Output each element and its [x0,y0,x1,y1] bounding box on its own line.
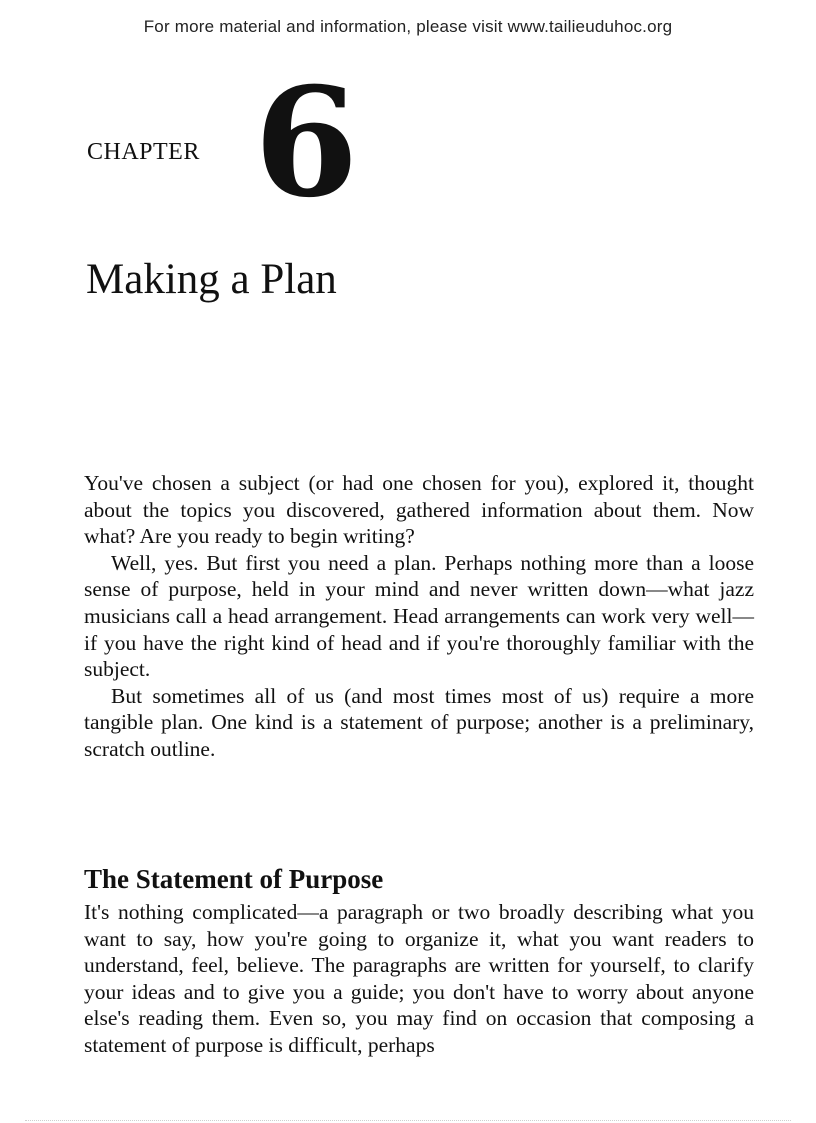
section-heading: The Statement of Purpose [84,864,384,894]
source-banner: For more material and information, please visit www.tailieuduhoc.org [143,17,673,36]
chapter-title: Making a Plan [86,256,337,303]
intro-paragraph-1: You've chosen a subject (or had one chosen for you), explored it, thought about the topics you discovered, gathered information about them. Now what? Are you ready to begin writing? [84,471,754,549]
chapter-label: CHAPTER [87,139,200,165]
intro-paragraph-2: Well, yes. But first you need a plan. Perhaps nothing more than a loose sense of purpose, held in your mind and never written down—what jazz musicians call a head arrangement. Head arrangements can work very well—if you have the right kind of head and if you're thoroughly familiar with the subject. [84,550,754,682]
chapter-number: 6 [254,55,355,231]
page-bottom-divider [25,1120,791,1121]
intro-paragraph-3: But sometimes all of us (and most times most of us) require a more tangible plan. One kind is a statement of purpose; another is a preliminary, scratch outline. [84,683,754,761]
intro-text [84,470,754,763]
statement-of-purpose-section [84,863,754,1059]
section-paragraph: It's nothing complicated—a paragraph or two broadly describing what you want to say, how you're going to organize it, what you want readers to understand, feel, believe. The paragraphs are written for yourself, to clarify your ideas and to give you a guide; you don't have to worry about anyone else's reading them. Even so, you may find on occasion that composing a statement of purpose is difficult, perhaps [84,900,754,1057]
